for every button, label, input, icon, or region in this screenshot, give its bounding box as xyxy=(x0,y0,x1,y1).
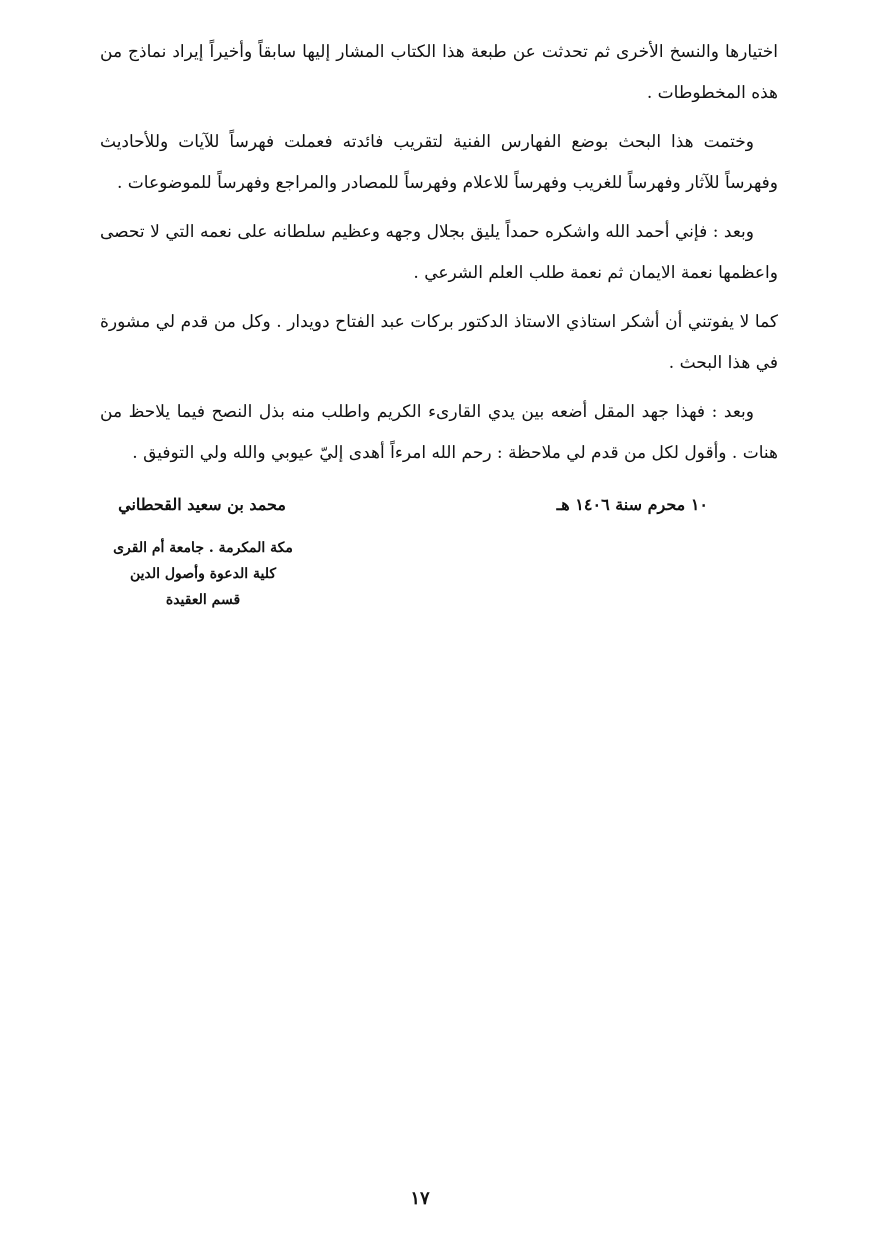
paragraph-indexes: وختمت هذا البحث بوضع الفهارس الفنية لتقريب فائدته فعملت فهرساً للآيات وللأحاديث وفهرساً للآثار وفهرساً للغريب وفهرساً للاعلام وفهرساً للمصادر والمراجع وفهرساً للموضوعات . xyxy=(100,132,778,193)
affiliation-line-department: قسم العقيدة xyxy=(165,592,241,608)
signature-date: ١٠ محرم سنة ١٤٠٦ هـ xyxy=(556,495,708,514)
paragraph-thanks: كما لا يفوتني أن أشكر استاذي الاستاذ الدكتور بركات عبد الفتاح دويدار . وكل من قدم لي مشورة في هذا البحث . xyxy=(100,312,778,373)
affiliation-line-university: مكة المكرمة . جامعة أم القرى xyxy=(113,540,293,556)
affiliation-line-college: كلية الدعوة وأصول الدين xyxy=(129,566,277,582)
author-affiliation xyxy=(110,535,296,613)
signature-author: محمد بن سعيد القحطاني xyxy=(118,495,286,514)
signature-row xyxy=(112,495,736,525)
paragraph-closing: وبعد : فهذا جهد المقل أضعه بين يدي القارىء الكريم واطلب منه بذل النصح فيما يلاحظ من هنات . وأقول لكل من قدم لي ملاحظة : رحم الله امرءاً أهدى إليّ عيوبي والله ولي التوفيق . xyxy=(100,402,778,463)
body-text xyxy=(100,32,778,482)
page-number: ١٧ xyxy=(410,1188,430,1209)
paragraph-manuscripts: اختيارها والنسخ الأخرى ثم تحدثت عن طبعة هذا الكتاب المشار إليها سابقاً وأخيراً إيراد نماذج من هذه المخطوطات . xyxy=(100,42,778,103)
paragraph-praise: وبعد : فإني أحمد الله واشكره حمداً يليق بجلال وجهه وعظيم سلطانه على نعمه التي لا تحصى واعظمها نعمة الايمان ثم نعمة طلب العلم الشرعي . xyxy=(100,222,778,283)
